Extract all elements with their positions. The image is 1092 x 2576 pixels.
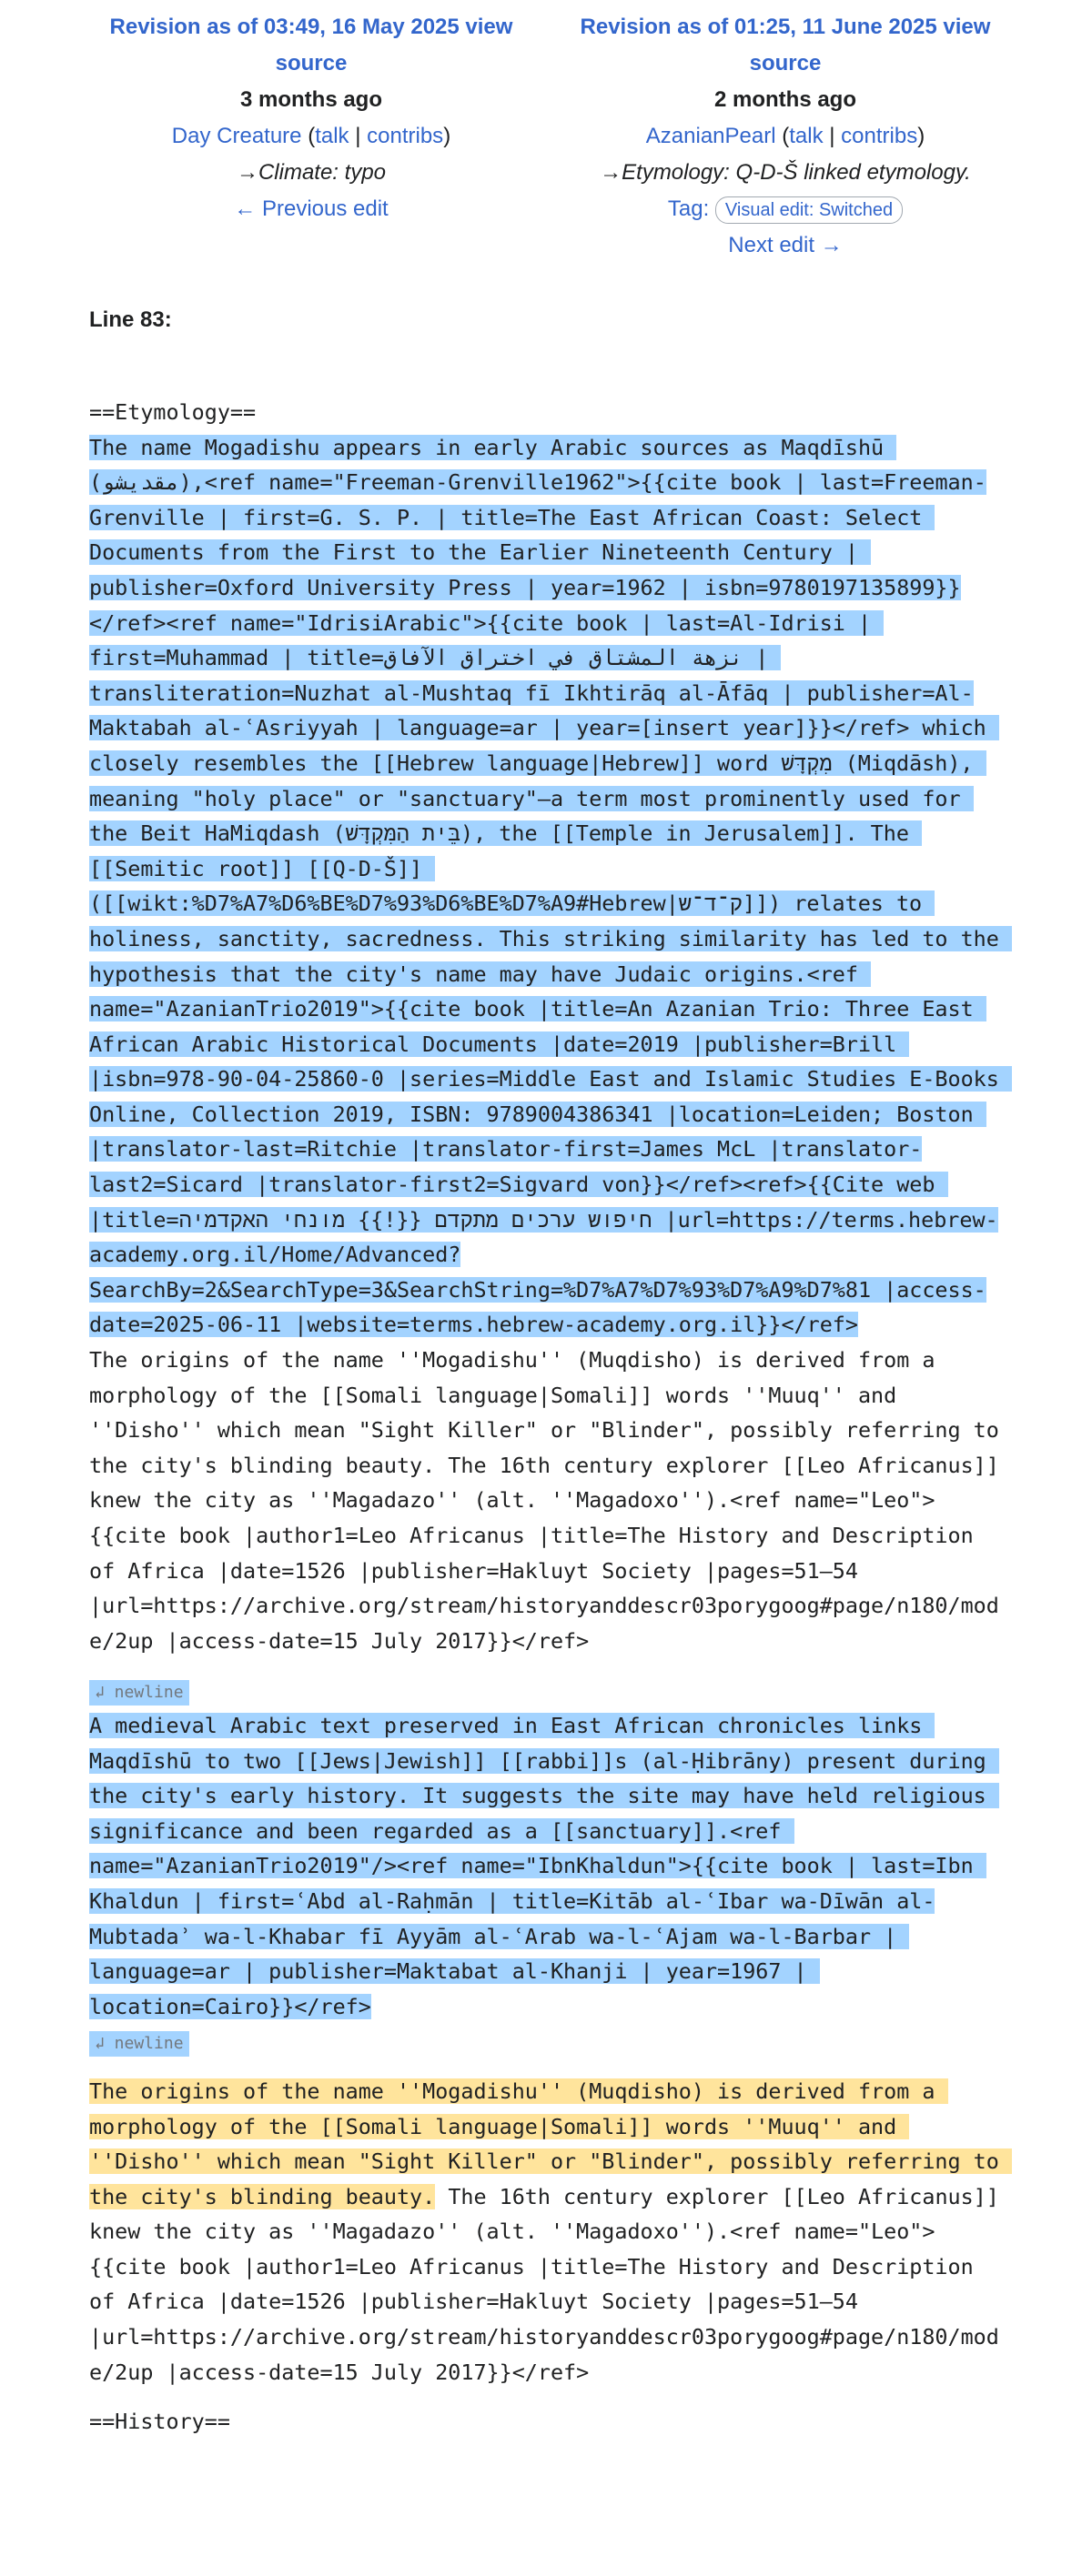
old-view-source-link[interactable]: source bbox=[275, 51, 348, 75]
diff-context-heading: ==Etymology== bbox=[89, 399, 257, 425]
old-summary-section[interactable]: Climate: bbox=[258, 160, 339, 185]
old-edit-summary bbox=[97, 155, 525, 191]
diff-changed-highlight: The origins of the name ''Mogadishu'' (Muqdisho) is derived from a morphology of the [[Somali language|Somali]] words ''Muuq'' and ''Disho'' which mean "Sight Killer" or "Blinder", possibly referring to the city's blinding beauty. bbox=[89, 2078, 1012, 2209]
diff-context-line: The origins of the name ''Mogadishu'' (Muqdisho) is derived from a morphology of the [[Somali language|Somali]] words ''Muuq'' and ''Disho'' which mean "Sight Killer" or "Blinder", possibly referring to the city's blinding beauty. The 16th century explorer [[Leo Africanus]] knew the city as ''Magadazo'' (alt. ''Magadoxo'').<ref name="Leo">{{cite book |author1=Leo Africanus |title=The History and Description of Africa |date=1526 |publisher=Hakluyt Society |pages=51–54 |url=https://archive.org/stream/historyanddescr03porygoog#page/n180/mode/2up |access-date=15 July 2017}}</ref> bbox=[89, 1347, 1012, 1654]
diff-changed-rest: The 16th century explorer [[Leo Africanus]] knew the city as ''Magadazo'' (alt. ''Magadoxo'').<ref name="Leo">{{cite book |author1=Leo Africanus |title=The History and Description of Africa |date=1526 |publisher=Hakluyt Society |pages=51–54 |url=https://archive.org/stream/historyanddescr03porygoog#page/n180/mode/2up |access-date=15 July 2017}}</ref> bbox=[89, 2183, 1012, 2385]
new-revision-column bbox=[571, 9, 999, 264]
new-revision-age: 2 months ago bbox=[713, 87, 856, 112]
old-revision-link[interactable]: Revision as of 03:49, 16 May 2025 view bbox=[109, 15, 513, 39]
next-edit-link[interactable]: Next edit → bbox=[728, 233, 843, 257]
diff-content bbox=[89, 395, 1012, 2440]
old-revision-column bbox=[97, 9, 525, 227]
new-view-source-link[interactable]: source bbox=[749, 51, 822, 75]
section-arrow-icon[interactable]: → bbox=[236, 160, 258, 185]
new-revision-user: AzanianPearl (talk | contribs) bbox=[645, 124, 925, 148]
line-number: Line 83: bbox=[89, 307, 172, 332]
old-summary-text: typo bbox=[344, 160, 387, 185]
newline-marker: ↲ newline bbox=[89, 1680, 189, 1706]
old-revision-title[interactable] bbox=[97, 9, 525, 82]
new-edit-summary bbox=[571, 155, 999, 191]
tag-badge[interactable]: Visual edit: Switched bbox=[715, 196, 903, 224]
new-revision-title[interactable] bbox=[571, 9, 999, 82]
new-summary-section[interactable]: Etymology: bbox=[622, 160, 730, 185]
newline-marker: ↲ newline bbox=[89, 2031, 189, 2057]
old-revision-age: 3 months ago bbox=[239, 87, 382, 112]
diff-next-heading: ==History== bbox=[89, 2409, 230, 2435]
new-contribs-link[interactable]: contribs bbox=[841, 124, 918, 148]
old-contribs-link[interactable]: contribs bbox=[367, 124, 444, 148]
diff-header bbox=[0, 0, 1092, 273]
diff-added-block: A medieval Arabic text preserved in East African chronicles links Maqdīshū to two [[Jews|Jewish]] [[rabbi]]s (al-Ḥibrāny) present during the city's early history. It suggests the site may have held religious significance and been regarded as a [[sanctuary]].<ref name="AzanianTrio2019"/><ref name="IbnKhaldun">{{cite book | last=Ibn Khaldun | first=ʿAbd al-Raḥmān | title=Kitāb al-ʿIbar wa-Dīwān al-Mubtadaʾ wa-l-Khabar fī Ayyām al-ʿArab wa-l-ʿAjam wa-l-Barbar | language=ar | publisher=Maktabat al-Khanji | year=1967 | location=Cairo}}</ref> bbox=[89, 1712, 999, 2019]
section-arrow-icon[interactable]: → bbox=[600, 160, 622, 185]
new-user-link[interactable]: AzanianPearl bbox=[645, 124, 776, 148]
new-talk-link[interactable]: talk bbox=[789, 124, 824, 148]
old-revision-user: Day Creature (talk | contribs) bbox=[171, 124, 451, 148]
previous-edit-link[interactable]: ← Previous edit bbox=[234, 196, 389, 221]
diff-added-block: The name Mogadishu appears in early Arabic sources as Maqdīshū (مقديشو),<ref name="Freeman-Grenville1962">{{cite book | last=Freeman-Grenville | first=G. S. P. | title=The East African Coast: Select Documents from the First to the Earlier Nineteenth Century | publisher=Oxford University Press | year=1962 | isbn=9780197135899}}</ref><ref name="IdrisiArabic">{{cite book | last=Al-Idrisi | first=Muhammad | title=نزهة المشتاق في اختراق الآفاق | transliteration=Nuzhat al-Mushtaq fī Ikhtirāq al-Āfāq | publisher=Al-Maktabah al-ʿAsriyyah | language=ar | year=[insert year]}}</ref> which closely resembles the [[Hebrew language|Hebrew]] word מִקְדָּשׁ (Miqdāsh), meaning "holy place" or "sanctuary"—a term most prominently used for the Beit HaMiqdash (בֵּית הַמִּקְדָּשׁ), the [[Temple in Jerusalem]]. The [[Semitic root]] [[Q-D-Š]] ([[wikt:%D7%A7%D6%BE%D7%93%D6%BE%D7%A9#Hebrew|ק־ד־ש]]) relates to holiness, sanctity, sacredness. This striking similarity has led to the hypothesis that the city's name may have Judaic origins.<ref name="AzanianTrio2019">{{cite book |title=An Azanian Trio: Three East African Arabic Historical Documents |date=2019 |publisher=Brill |isbn=978-90-04-25860-0 |series=Middle East and Islamic Studies E-Books Online, Collection 2019, ISBN: 9789004386341 |location=Leiden; Boston |translator-last=Ritchie |translator-first=James McL |translator-last2=Sicard |translator-first2=Sigvard von}}</ref><ref>{{Cite web |title=חיפוש ערכים מתקדם {{!}} מונחי האקדמיה |url=https://terms.hebrew-academy.org.il/Home/Advanced?SearchBy=2&SearchType=3&SearchString=%D7%A7%D7%93%D7%A9%D7%81 |access-date=2025-06-11 |website=terms.hebrew-academy.org.il}}</ref> bbox=[89, 434, 1012, 1338]
tag-label[interactable]: Tag: bbox=[667, 196, 710, 221]
new-summary-text: Q-D-Š linked etymology. bbox=[735, 160, 971, 185]
tag-row bbox=[571, 191, 999, 227]
old-talk-link[interactable]: talk bbox=[315, 124, 349, 148]
old-user-link[interactable]: Day Creature bbox=[171, 124, 302, 148]
new-revision-link[interactable]: Revision as of 01:25, 11 June 2025 view bbox=[580, 15, 991, 39]
